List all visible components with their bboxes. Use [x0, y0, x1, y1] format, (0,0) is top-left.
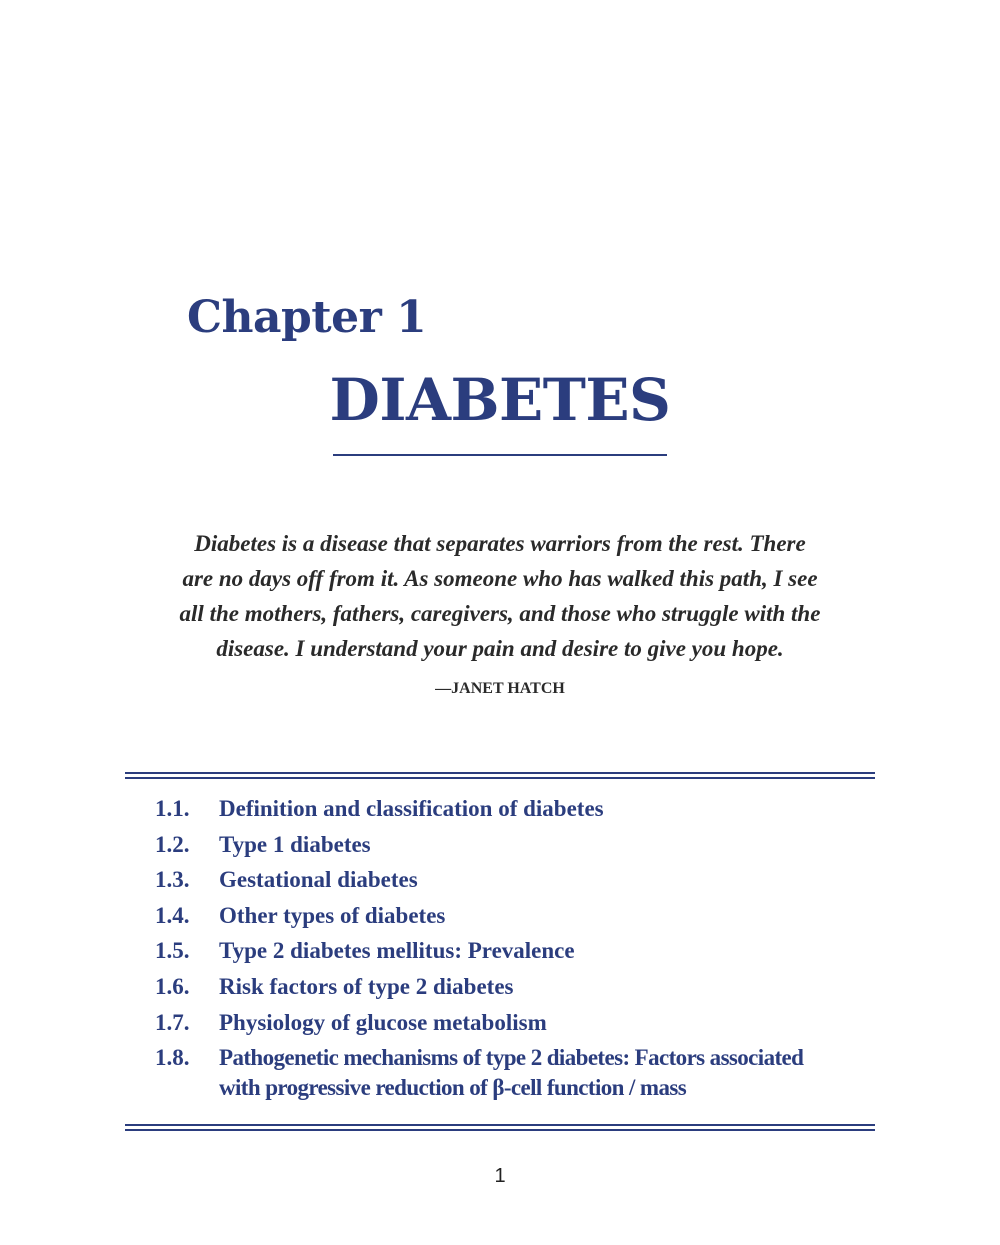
toc-title-line: Definition and classification of diabetes	[219, 796, 604, 821]
chapter-title: DIABETES	[329, 366, 671, 434]
toc-title	[219, 936, 875, 966]
toc-number: 1.4.	[155, 902, 190, 928]
toc-number: 1.6.	[155, 973, 190, 999]
toc-top-divider	[125, 772, 875, 779]
page-number: 1	[494, 1165, 506, 1187]
toc-bottom-divider	[125, 1124, 875, 1131]
toc-item-1-6[interactable]	[155, 972, 875, 1002]
toc-number: 1.5.	[155, 938, 190, 964]
epigraph-line: are no days off from it. As someone who has walked this path, I see	[182, 566, 818, 591]
epigraph-line: Diabetes is a disease that separates warriors from the rest. There	[194, 531, 806, 556]
toc-title-line: Type 1 diabetes	[219, 831, 371, 857]
chapter-label: Chapter 1	[187, 292, 427, 343]
epigraph-line: disease. I understand your pain and desire to give you hope.	[216, 636, 784, 661]
toc-item-1-2[interactable]	[155, 830, 875, 860]
toc-title-line: Pathogenetic mechanisms of type 2 diabetes: Factors associated	[219, 1045, 804, 1071]
toc-title	[219, 1008, 875, 1038]
toc-number: 1.2.	[155, 831, 190, 857]
toc-title-line: Physiology of glucose metabolism	[219, 1009, 547, 1035]
toc-title-line: Gestational diabetes	[219, 867, 418, 893]
toc-number: 1.3.	[155, 867, 190, 893]
epigraph	[150, 526, 850, 666]
title-underline	[333, 454, 667, 456]
toc-number: 1.8.	[155, 1045, 190, 1071]
toc-title-line: with progressive reduction of β-cell function / mass	[219, 1075, 687, 1101]
toc-number: 1.1.	[155, 796, 190, 821]
epigraph-attribution: —JANET HATCH	[435, 680, 565, 697]
toc-item-1-4[interactable]	[155, 901, 875, 931]
toc-item-1-1[interactable]	[155, 794, 875, 824]
toc-title	[219, 830, 875, 860]
toc-item-1-3[interactable]	[155, 865, 875, 895]
toc-item-1-8[interactable]	[155, 1043, 875, 1103]
toc-item-1-7[interactable]	[155, 1008, 875, 1038]
toc-title	[219, 865, 875, 895]
toc-number: 1.7.	[155, 1009, 190, 1035]
toc-title-line: Risk factors of type 2 diabetes	[219, 973, 514, 999]
toc-title-line: Other types of diabetes	[219, 902, 446, 928]
toc-item-1-5[interactable]	[155, 936, 875, 966]
toc-title	[219, 901, 875, 931]
toc-title	[219, 794, 875, 824]
toc-title	[219, 972, 875, 1002]
toc-title-line: Type 2 diabetes mellitus: Prevalence	[219, 938, 575, 964]
epigraph-line: all the mothers, fathers, caregivers, and those who struggle with the	[179, 601, 821, 626]
toc-title	[219, 1043, 875, 1103]
chapter-contents	[155, 794, 875, 1109]
